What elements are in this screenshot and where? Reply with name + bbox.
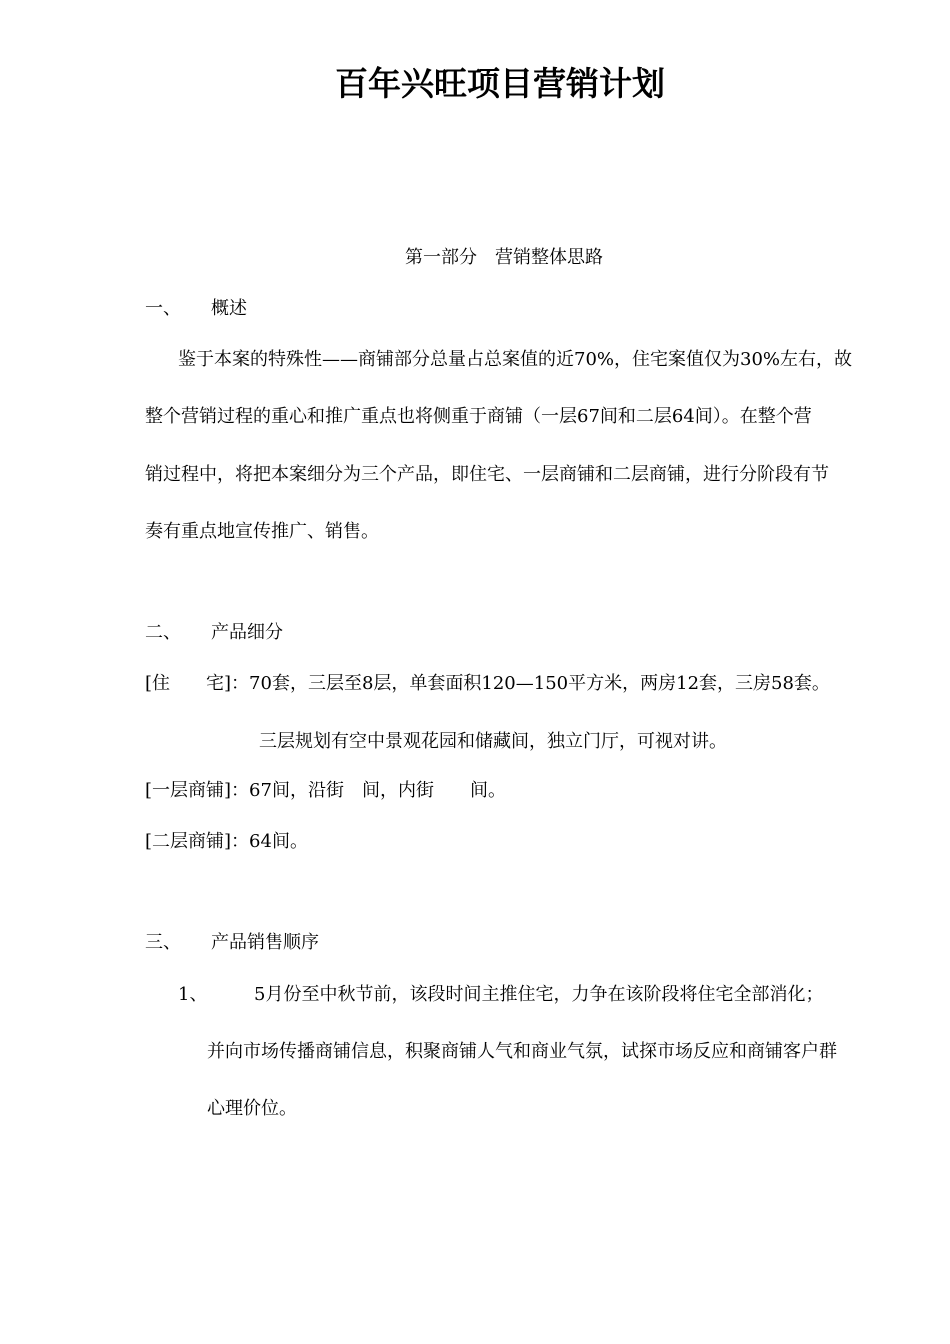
section-1-paragraph-line: 整个营销过程的重心和推广重点也将侧重于商铺（一层67间和二层64间）。在整个营 bbox=[145, 406, 812, 427]
section-3-title: 产品销售顺序 bbox=[211, 932, 319, 953]
section-2-number: 二、 bbox=[145, 622, 181, 643]
product-second-floor-shops: [二层商铺]：64间。 bbox=[145, 831, 308, 852]
list-item-line: 心理价位。 bbox=[207, 1098, 297, 1119]
product-residential-note: 三层规划有空中景观花园和储藏间，独立门厅，可视对讲。 bbox=[259, 731, 727, 752]
section-1-number: 一、 bbox=[145, 298, 181, 319]
part-heading: 第一部分 营销整体思路 bbox=[405, 247, 603, 268]
product-residential-line: [住 宅]：70套，三层至8层，单套面积120—150平方米，两房12套，三房58套。 bbox=[145, 673, 830, 694]
list-item-line: 并向市场传播商铺信息，积聚商铺人气和商业气氛，试探市场反应和商铺客户群 bbox=[207, 1041, 837, 1062]
list-item-number: 1、 bbox=[178, 984, 208, 1005]
section-1-title: 概述 bbox=[211, 298, 247, 319]
section-3-number: 三、 bbox=[145, 932, 181, 953]
product-first-floor-shops: [一层商铺]：67间，沿街 间，内街 间。 bbox=[145, 780, 506, 801]
section-1-paragraph-line: 鉴于本案的特殊性——商铺部分总量占总案值的近70%，住宅案值仅为30%左右，故 bbox=[178, 349, 853, 370]
section-1-paragraph-line: 奏有重点地宣传推广、销售。 bbox=[145, 521, 379, 542]
section-1-paragraph-line: 销过程中，将把本案细分为三个产品，即住宅、一层商铺和二层商铺，进行分阶段有节 bbox=[145, 464, 829, 485]
list-item-line: 5月份至中秋节前，该段时间主推住宅，力争在该阶段将住宅全部消化； bbox=[254, 984, 824, 1005]
section-2-title: 产品细分 bbox=[211, 622, 283, 643]
document-title: 百年兴旺项目营销计划 bbox=[335, 64, 665, 103]
